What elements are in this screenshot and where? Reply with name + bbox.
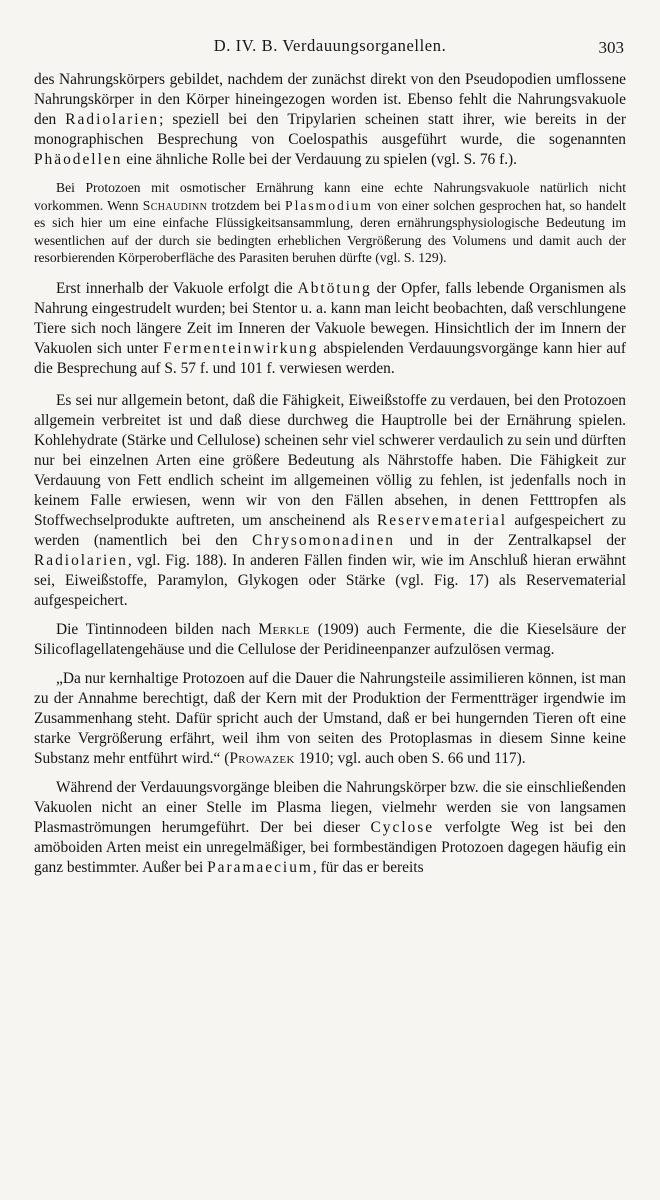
paragraph-1: des Nahrungskörpers gebildet, nachdem der zunächst direkt von den Pseudopodien umflossene Nahrungskörper in den Körper hineingezogen worden ist. Ebenso fehlt die Nahrungsvakuole den Radiolarien; speziell bei den Tripylarien scheinen statt ihrer, wie bereits in der monographischen Besprechung von Coelospathis ausgeführt wurde, die sogenannten Phäodellen eine ähnliche Rolle bei der Verdauung zu spielen (vgl. S. 76 f.). — [34, 71, 626, 169]
running-head: D. IV. B. Verdauungsorganellen. — [213, 36, 447, 55]
paragraph-3: Erst innerhalb der Vakuole erfolgt die Abtötung der Opfer, falls lebende Organismen als Nahrung eingestrudelt wurden; bei Stentor u. a. kann man leicht beobachten, daß verschlungene Tiere sich noch längere Zeit im Inneren der Vakuole bewegen. Hinsichtlich der im Innern der Vakuolen sich unter Fermenteinwirkung abspielenden Verdauungsvorgänge kann hier auf die Besprechung auf S. 57 f. und 101 f. verwiesen werden. — [34, 279, 626, 377]
paragraph-7: Während der Verdauungsvorgänge bleiben die Nahrungskörper bzw. die sie einschließenden Vakuolen nicht an einer Stelle im Plasma liegen, vielmehr werden sie von langsamen Plasmaströmungen herumgeführt. Der bei dieser Cyclose verfolgte Weg ist bei den amöboiden Arten meist ein unregelmäßiger, bei formbeständigen Protozoen dagegen häufig ein ganz bestimmter. Außer bei Paramaecium, für das er bereits — [34, 779, 626, 877]
page-number: 303 — [598, 38, 624, 57]
paragraph-2: Bei Protozoen mit osmotischer Ernährung kann eine echte Nahrungsvakuole natürlich nicht vorkommen. Wenn Schaudinn trotzdem bei Plasmodium von einer solchen gesprochen hat, so handelt es sich hier um eine einfache Flüssigkeitsansammlung, deren ernährungsphysiologische Bedeutung im wesentlichen auf der durch sie bedingten erheblichen Vergrößerung des Volumens und damit auch der resorbierenden Körperoberfläche des Parasiten beruhen dürfte (vgl. S. 129). — [34, 180, 626, 266]
paragraph-6: „Da nur kernhaltige Protozoen auf die Dauer die Nahrungsteile assimilieren können, ist man zu der Annahme berechtigt, daß der Kern mit der Produktion der Fermentträger irgendwie im Zusammenhang steht. Dafür spricht auch der Umstand, daß er bei hungernden Tieren oft eine starke Vergrößerung erfährt, weil ihm von seiten des Protoplasmas in diesem Sinne keine Substanz mehr entführt wird.“ (Prowazek 1910; vgl. auch oben S. 66 und 117). — [34, 670, 626, 768]
paragraph-5: Die Tintinnodeen bilden nach Merkle (1909) auch Fermente, die die Kieselsäure der Silicoflagellatengehäuse und die Cellulose der Peridineenpanzer aufzulösen vermag. — [34, 620, 626, 658]
text-column — [34, 70, 626, 878]
paragraph-4: Es sei nur allgemein betont, daß die Fähigkeit, Eiweißstoffe zu verdauen, bei den Protozoen allgemein verbreitet ist und daß diese durchweg die Hauptrolle bei der Ernährung spielen. Kohlehydrate (Stärke und Cellulose) scheinen sehr viel schwerer verdaulich zu sein und dürften nur bei einzelnen Arten eine größere Bedeutung als Nährstoffe haben. Die Fähigkeit zur Verdauung von Fett endlich scheint im allgemeinen völlig zu fehlen, ist jedenfalls noch in keinem Falle erwiesen, wenn wir von den Fällen absehen, in denen Fetttropfen als Stoffwechselprodukte auftreten, um anscheinend als Reservematerial aufgespeichert zu werden (namentlich bei den Chrysomonadinen und in der Zentralkapsel der Radiolarien, vgl. Fig. 188). In anderen Fällen finden wir, wie im Anschluß hieran erwähnt sei, Eiweißstoffe, Paramylon, Glykogen oder Stärke (vgl. Fig. 17) als Reservematerial aufgespeichert. — [34, 391, 626, 609]
page-header — [34, 30, 626, 64]
